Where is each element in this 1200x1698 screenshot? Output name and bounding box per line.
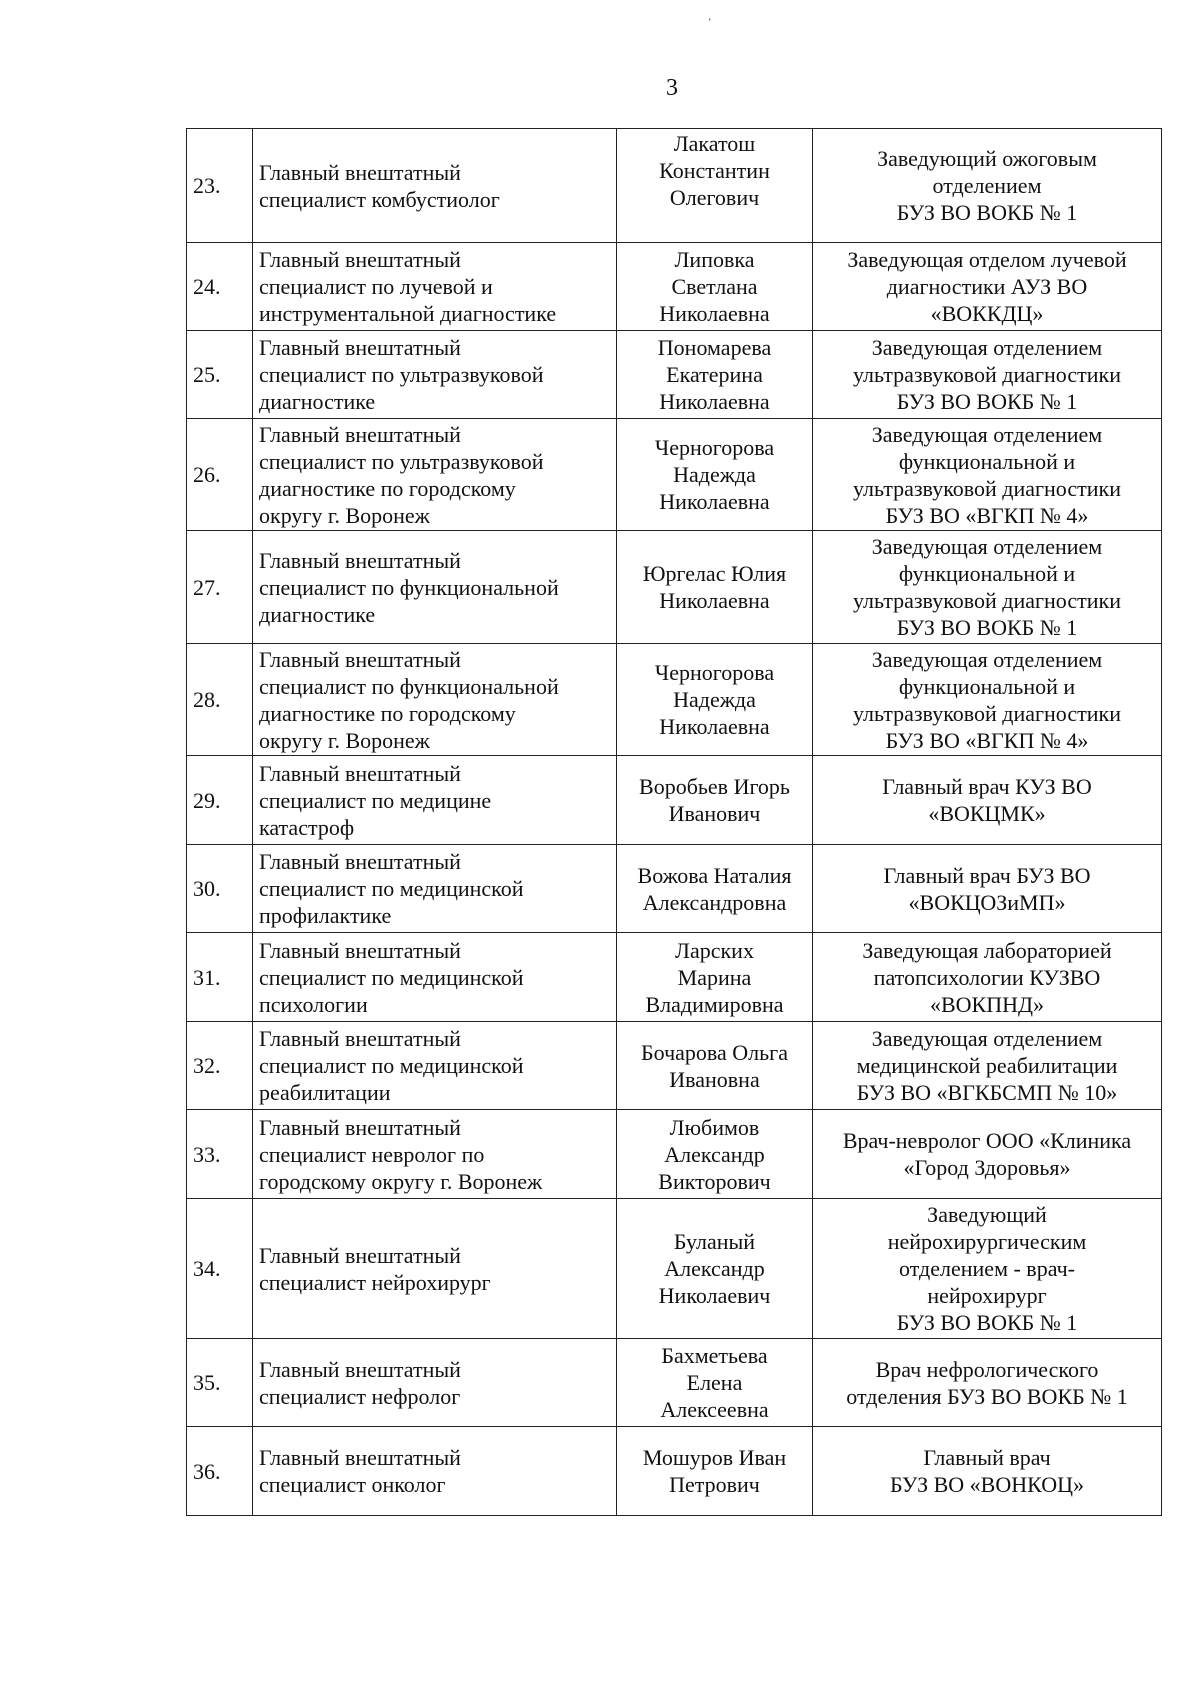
row-number: 33. <box>187 1110 253 1199</box>
position-cell: Главный внештатный специалист по функциональной диагностике <box>253 531 617 644</box>
row-number: 36. <box>187 1427 253 1516</box>
workplace-cell: Заведующая отделом лучевой диагностики АУЗ ВО «ВОККДЦ» <box>813 243 1162 331</box>
row-number: 28. <box>187 644 253 756</box>
row-number: 23. <box>187 129 253 243</box>
name-cell: Вожова Наталия Александровна <box>617 845 813 933</box>
workplace-cell: Главный врач КУЗ ВО «ВОКЦМК» <box>813 756 1162 845</box>
name-cell: Черногорова Надежда Николаевна <box>617 419 813 531</box>
position-cell: Главный внештатный специалист комбустиолог <box>253 129 617 243</box>
row-number: 25. <box>187 331 253 419</box>
name-cell: Мошуров Иван Петрович <box>617 1427 813 1516</box>
table-row <box>187 531 1162 644</box>
position-cell: Главный внештатный специалист по медицинской реабилитации <box>253 1022 617 1110</box>
workplace-cell: Заведующая отделением функциональной и ультразвуковой диагностики БУЗ ВО «ВГКП № 4» <box>813 419 1162 531</box>
name-cell: Юргелас Юлия Николаевна <box>617 531 813 644</box>
row-number: 24. <box>187 243 253 331</box>
row-number: 29. <box>187 756 253 845</box>
workplace-cell: Врач-невролог ООО «Клиника «Город Здоровья» <box>813 1110 1162 1199</box>
workplace-cell: Заведующая отделением функциональной и ультразвуковой диагностики БУЗ ВО «ВГКП № 4» <box>813 644 1162 756</box>
workplace-cell: Заведующая отделением функциональной и ультразвуковой диагностики БУЗ ВО ВОКБ № 1 <box>813 531 1162 644</box>
position-cell: Главный внештатный специалист по функциональной диагностике по городскому округу г. Воронеж <box>253 644 617 756</box>
row-number: 34. <box>187 1199 253 1339</box>
scan-speck: ‘ <box>708 16 712 28</box>
table-row <box>187 129 1162 243</box>
table-row <box>187 1110 1162 1199</box>
table-row <box>187 1199 1162 1339</box>
workplace-cell: Заведующий нейрохирургическим отделением - врач- нейрохирург БУЗ ВО ВОКБ № 1 <box>813 1199 1162 1339</box>
table-row <box>187 845 1162 933</box>
name-cell: Черногорова Надежда Николаевна <box>617 644 813 756</box>
position-cell: Главный внештатный специалист по ультразвуковой диагностике <box>253 331 617 419</box>
position-cell: Главный внештатный специалист нефролог <box>253 1339 617 1427</box>
row-number: 30. <box>187 845 253 933</box>
name-cell: Буланый Александр Николаевич <box>617 1199 813 1339</box>
row-number: 27. <box>187 531 253 644</box>
workplace-cell: Врач нефрологического отделения БУЗ ВО ВОКБ № 1 <box>813 1339 1162 1427</box>
table-row <box>187 243 1162 331</box>
row-number: 26. <box>187 419 253 531</box>
position-cell: Главный внештатный специалист по медицинской профилактике <box>253 845 617 933</box>
workplace-cell: Заведующая отделением ультразвуковой диагностики БУЗ ВО ВОКБ № 1 <box>813 331 1162 419</box>
row-number: 35. <box>187 1339 253 1427</box>
table-row <box>187 331 1162 419</box>
workplace-cell: Главный врач БУЗ ВО «ВОНКОЦ» <box>813 1427 1162 1516</box>
position-cell: Главный внештатный специалист по ультразвуковой диагностике по городскому округу г. Воронеж <box>253 419 617 531</box>
position-cell: Главный внештатный специалист по медицине катастроф <box>253 756 617 845</box>
table-row <box>187 756 1162 845</box>
name-cell: Воробьев Игорь Иванович <box>617 756 813 845</box>
workplace-cell: Заведующий ожоговым отделением БУЗ ВО ВОКБ № 1 <box>813 129 1162 243</box>
name-cell: Ларских Марина Владимировна <box>617 933 813 1022</box>
position-cell: Главный внештатный специалист онколог <box>253 1427 617 1516</box>
position-cell: Главный внештатный специалист нейрохирург <box>253 1199 617 1339</box>
table-row <box>187 419 1162 531</box>
name-cell: Бахметьева Елена Алексеевна <box>617 1339 813 1427</box>
name-cell: Пономарева Екатерина Николаевна <box>617 331 813 419</box>
table-row <box>187 644 1162 756</box>
row-number: 32. <box>187 1022 253 1110</box>
position-cell: Главный внештатный специалист по лучевой и инструментальной диагностике <box>253 243 617 331</box>
workplace-cell: Заведующая лабораторией патопсихологии КУЗВО «ВОКПНД» <box>813 933 1162 1022</box>
specialists-table-body <box>187 129 1162 1516</box>
name-cell: Лакатош Константин Олегович <box>617 129 813 243</box>
row-number: 31. <box>187 933 253 1022</box>
position-cell: Главный внештатный специалист невролог по городскому округу г. Воронеж <box>253 1110 617 1199</box>
table-row <box>187 1339 1162 1427</box>
position-cell: Главный внештатный специалист по медицинской психологии <box>253 933 617 1022</box>
table-row <box>187 933 1162 1022</box>
name-cell: Любимов Александр Викторович <box>617 1110 813 1199</box>
workplace-cell: Главный врач БУЗ ВО «ВОКЦОЗиМП» <box>813 845 1162 933</box>
page-number: 3 <box>666 75 678 101</box>
workplace-cell: Заведующая отделением медицинской реабилитации БУЗ ВО «ВГКБСМП № 10» <box>813 1022 1162 1110</box>
table-row <box>187 1427 1162 1516</box>
name-cell: Липовка Светлана Николаевна <box>617 243 813 331</box>
specialists-table <box>186 128 1162 1516</box>
name-cell: Бочарова Ольга Ивановна <box>617 1022 813 1110</box>
table-row <box>187 1022 1162 1110</box>
